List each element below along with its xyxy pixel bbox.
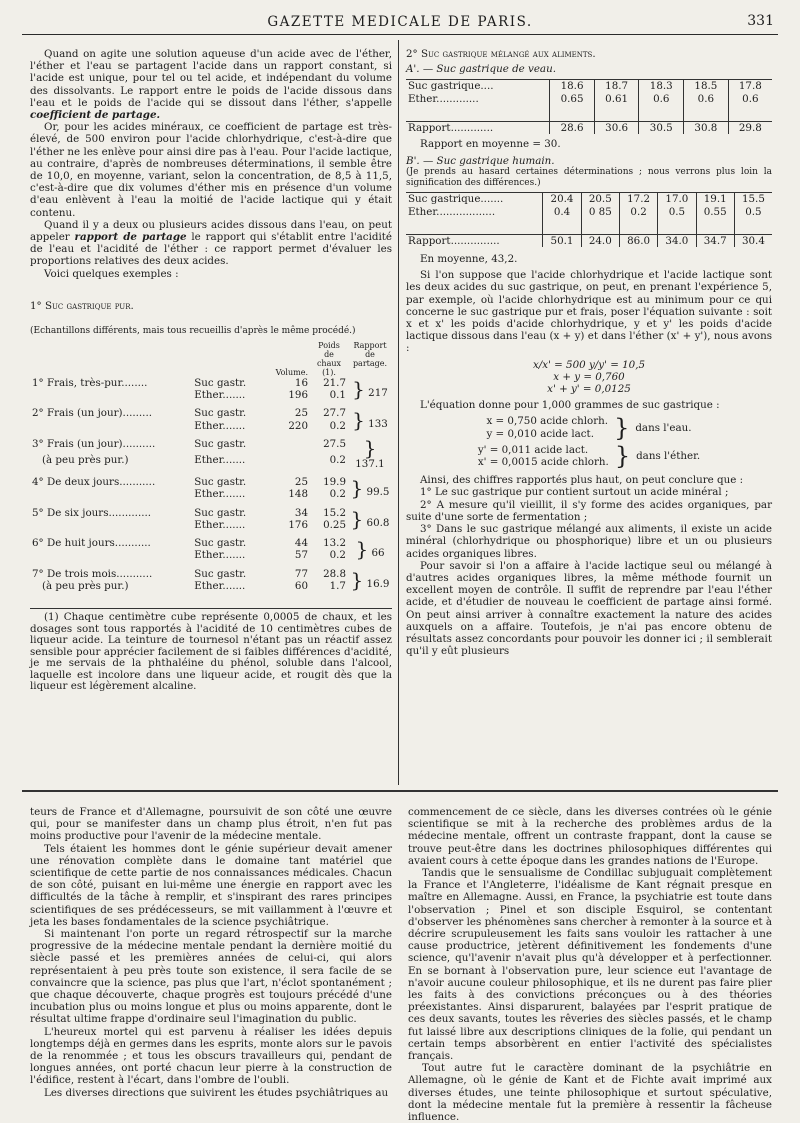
bottom-right-column (408, 806, 772, 1123)
equation-block (406, 359, 772, 396)
row-volume: 220 (288, 419, 308, 432)
table-cell: 24.0 (581, 234, 619, 247)
solution-line: x' = 0,0015 acide chlorh. (477, 456, 609, 469)
paragraph: Voici quelques exemples : (44, 267, 179, 280)
table-cell: 20.5 (581, 193, 619, 206)
paragraph: teurs de France et d'Allemagne, poursuivit de son côté une œuvre qui, pour se manifester dans un champ plus étroit, n'en fut pas moins productive pour l'avenir de la médecine mentale. (30, 806, 392, 843)
table-cell: 34.0 (658, 234, 696, 247)
table-cell: 30.4 (734, 234, 772, 247)
row-poids: 1.7 (329, 579, 346, 592)
row-label: 4° De deux jours........... (32, 476, 156, 489)
table-row (30, 537, 392, 549)
col-volume: Volume. (275, 368, 308, 378)
solution-ether (406, 442, 772, 471)
table-cell: 0.4 (543, 206, 581, 218)
row-poids: 28.8 (323, 567, 346, 580)
table-veau (406, 79, 772, 134)
table-row (30, 454, 392, 470)
row-sample: Ether....... (194, 549, 246, 562)
row-volume: 57 (294, 549, 308, 562)
row-sublabel: (à peu près pur.) (42, 454, 129, 467)
table-cell: 86.0 (619, 234, 657, 247)
table-row (30, 377, 392, 389)
row-volume: 25 (294, 476, 308, 489)
paragraph: Si l'on suppose que l'acide chlorhydrique et l'acide lactique sont les deux acides du suc gastrique, on peut, en prenant l'expérience 5, par exemple, où l'acide chlorhydrique est au minimum pour ce qui concerne le suc gastrique pur et frais, poser l'équation suivante : soit x et x' les poids d'acide chlorhydrique, y et y' les poids d'acide lactique dissous dans l'eau (x + y) et dans l'éther (x' + y'), nous avons : (406, 269, 772, 355)
row-sample: Suc gastr. (194, 407, 247, 420)
row-volume: 25 (294, 407, 308, 420)
row-label: 3° Frais (un jour).......... (32, 437, 156, 450)
row-sample: Suc gastr. (194, 377, 247, 390)
equation: x' + y' = 0,0125 (547, 383, 631, 396)
footnote-rule (30, 608, 392, 609)
row-poids: 21.7 (323, 377, 346, 390)
table-cell: 34.7 (696, 234, 734, 247)
row-sample: Ether....... (194, 389, 246, 402)
solution-line: x = 0,750 acide chlorh. (486, 415, 609, 428)
table-row (30, 549, 392, 561)
row-rapport: } 16.9 (350, 567, 390, 592)
page-number: 331 (747, 13, 774, 29)
row-label: Suc gastrique.... (406, 80, 550, 93)
table-cell: 0.55 (696, 206, 734, 218)
row-poids: 27.5 (323, 437, 346, 450)
footnote: (1) Chaque centimètre cube représente 0,0005 de chaux, et les dosages sont tous rapportés à l'acidité de 10 centimètres cubes de liqueur acide. La teinture de tournesol n'étant pas un réactif assez sensible pour apprécier facilement de si faibles différences d'acidité, je me servais de la phthaléine du phénol, soluble dans l'alcool, laquelle est incolore dans une liqueur acide, et rougit dès que la liqueur est légèrement alcaline. (30, 610, 392, 693)
solution-line: y = 0,010 acide lact. (486, 427, 594, 440)
row-label: Rapport............. (408, 121, 494, 134)
table-row (30, 438, 392, 454)
table-row (30, 507, 392, 519)
equation: x/x' = 500 y/y' = 10,5 (532, 358, 646, 371)
table-row (30, 488, 392, 500)
section-rule (22, 790, 778, 794)
results-table (30, 341, 392, 598)
row-poids: 19.9 (323, 476, 346, 489)
paragraph: L'équation donne pour 1,000 grammes de suc gastrique : (420, 399, 720, 412)
table-row (30, 420, 392, 432)
left-column (30, 48, 392, 693)
table-cell: 30.8 (684, 121, 729, 134)
table-cell: 30.6 (594, 121, 639, 134)
brace-icon: } (614, 442, 631, 471)
row-rapport: } 66 (355, 537, 385, 562)
table-row (30, 568, 392, 580)
row-poids: 27.7 (323, 407, 346, 420)
paragraph: Tandis que le sensualisme de Condillac subjuguait complètement la France et l'Angleterre, l'idéalisme de Kant régnait presque en maître en Allemagne. Aussi, en France, la psychiatrie est toute dans l'observation ; Pinel et son disciple Esquirol, se contentant d'observer les phénomènes sans chercher à remonter à la source et à décrire scrupuleusement les faits sans vouloir les rattacher à une cause productrice, jetèrent définitivement les fondements d'une science, qu'l'avenir n'avait plus qu'à développer et à perfectionner. En se bornant à l'observation pure, leur science eut l'avantage de n'avoir aucune couleur philosophique, et ils ne durent pas faire plier les faits à des convictions préconçues ou à des théories préexistantes. Ainsi disparurent, balayées par l'esprit pratique de ces deux savants, toutes les rêveries des siècles passés, et le champ fut laissé libre aux descriptions cliniques de la folie, qui pendant un certain temps absorbèrent en entier l'activité des spécialistes français. (408, 867, 772, 1063)
conclusion-item: 3° Dans le suc gastrique mélangé aux aliments, il existe un acide minéral (chlorhydrique ou phosphorique) libre et un ou plusieurs acides organiques libres. (406, 523, 772, 560)
subsection-title: B'. — Suc gastrique humain. (406, 155, 555, 168)
solution-line: y' = 0,011 acide lact. (477, 443, 589, 456)
subsection-title: A'. — Suc gastrique de veau. (406, 63, 556, 76)
row-sample: Suc gastr. (194, 537, 247, 550)
average: En moyenne, 43,2. (420, 253, 518, 266)
table-cell: 18.3 (639, 80, 684, 93)
row-sublabel (30, 488, 192, 500)
table-cell: 17.2 (619, 193, 657, 206)
table-cell: 18.6 (550, 80, 595, 93)
table-cell: 0.61 (594, 93, 639, 105)
row-rapport: } 137.1 (355, 435, 385, 471)
row-sample: Ether....... (194, 488, 246, 501)
row-rapport: } 133 (352, 407, 388, 432)
row-volume: 60 (294, 579, 308, 592)
brace-icon: } (614, 413, 630, 442)
average: Rapport en moyenne = 30. (420, 138, 561, 151)
row-sample: Suc gastr. (194, 567, 247, 580)
table-cell: 17.8 (728, 80, 772, 93)
row-volume: 16 (294, 377, 308, 390)
table-cell: 0.5 (658, 206, 696, 218)
row-label: Rapport............... (408, 234, 500, 247)
row-poids: 0.2 (329, 488, 346, 501)
equation: x + y = 0,760 (553, 370, 625, 383)
table-cell: 0.2 (619, 206, 657, 218)
row-sample: Ether....... (194, 518, 246, 531)
table-cell: 15.5 (734, 193, 772, 206)
row-sample: Suc gastr. (194, 506, 247, 519)
page-header (22, 10, 778, 35)
table-cell: 0.65 (550, 93, 595, 105)
paragraph: commencement de ce siècle, dans les diverses contrées où le génie scientifique se mit à la recherche des problèmes ardus de la médecine mentale, offrent un contraste frappant, dont la cause se trouve peut-être dans les doctrines philosophiques différentes qui avaient cours à cette époque dans les grandes nations de l'Europe. (408, 806, 772, 867)
paragraph: Tout autre fut le caractère dominant de la psychiâtrie en Allemagne, où le génie de Kant et de Fichte avait imprimé aux diverses études, une teinte philosophique et surtout spéculative, dont la médecine mentale fut la première à ressentir la fâcheuse influence. (408, 1062, 772, 1123)
table-cell: 20.4 (543, 193, 581, 206)
table-humain (406, 192, 772, 247)
right-column (406, 48, 772, 657)
table-row (30, 407, 392, 419)
table-row (30, 580, 392, 592)
row-rapport: } 60.8 (350, 506, 390, 531)
paragraph: Quand il y a deux ou plusieurs acides dissous dans l'eau, on peut appeler rapport de partage le rapport qui s'établit entre l'acidité de l'eau et l'acidité de l'éther : ce rapport permet d'évaluer les proportions relatives des deux acides. (30, 218, 392, 268)
row-label: 1° Frais, très-pur........ (32, 377, 148, 390)
paragraph: Si maintenant l'on porte un regard rétrospectif sur la marche progressive de la médecine mentale pendant la dernière moitié du siècle passé et les premières années de celui-ci, qui alors représentaient à peu près toute son existence, il sera facile de se convaincre que la science, pas plus que l'art, n'éclot spontanément ; que chaque découverte, chaque progrès est toujours précédé d'une incubation plus ou moins longue et plus ou moins apparente, dont le résultat ultime frappe d'ordinaire seul l'imagination du public. (30, 928, 392, 1026)
row-label: 2° Frais (un jour)......... (32, 407, 153, 420)
bottom-left-column (30, 806, 392, 1099)
table-cell: 0.6 (639, 93, 684, 105)
solution-label: dans l'éther. (636, 449, 701, 462)
paragraph: Tels étaient les hommes dont le génie supérieur devait amener une rénovation complète dans le domaine tant matériel que scientifique de cette partie de nos connaissances médicales. Chacun de son côté, puisant en lui-même une énergie en rapport avec les difficultés de la tâche à remplir, et s'inspirant des rares principes scientifiques de ses prédécesseurs, se mit vaillamment à l'œuvre et jeta les bases fondamentales de la science psychiâtrique. (30, 842, 392, 928)
table-cell: 28.6 (550, 121, 595, 134)
row-volume (264, 438, 310, 454)
table-cell: 0.6 (728, 93, 772, 105)
row-sublabel (30, 420, 192, 432)
row-sublabel (30, 519, 192, 531)
table-cell: 0.6 (684, 93, 729, 105)
table-cell: 29.8 (728, 121, 772, 134)
conclusion-item: 2° A mesure qu'il vieillit, il s'y forme des acides organiques, par suite d'une sorte de fermentation ; (406, 498, 772, 523)
col-poids: Poids de chaux (1). (316, 341, 342, 378)
running-title: GAZETTE MEDICALE DE PARIS. (267, 14, 533, 30)
paragraph: Pour savoir si l'on a affaire à l'acide lactique seul ou mélangé à d'autres acides organiques libres, la même méthode fournit un excellent moyen de contrôle. Il suffit de reprendre par l'eau l'éther acide, et d'étudier de nouveau le coefficient de partage ainsi formé. On peut ainsi arriver à connaître exactement la nature des acides auxquels on a affaire. Toutefois, je n'ai pas encore obtenu de résultats assez concordants pour pouvoir les donner ici ; il semblerait qu'il y eût plusieurs (406, 559, 772, 658)
row-poids: 0.25 (323, 518, 346, 531)
row-volume: 148 (288, 488, 308, 501)
solution-water (406, 413, 772, 442)
paragraph: Quand on agite une solution aqueuse d'un acide avec de l'éther, l'éther et l'eau se partagent l'acide dans un rapport constant, si l'acide est unique, pour tel ou tel acide, et indépendant du volume des dissolvants. Le rapport entre le poids de l'acide dissous dans l'eau et le poids de l'acide qui se dissout dans l'éther, s'appelle coefficient de partage. (30, 48, 392, 122)
paragraph: L'heureux mortel qui est parvenu à réaliser les idées depuis longtemps déjà en germes dans les esprits, monte alors sur le pavois de la renommée ; et tous les obscurs travailleurs qui, pendant de longues années, ont porté chacun leur pierre à la construction de l'édifice, restent à l'écart, dans l'ombre de l'oubli. (30, 1025, 392, 1087)
row-poids: 0.2 (329, 419, 346, 432)
paragraph: Les diverses directions que suivirent les études psychiâtriques au (44, 1086, 389, 1099)
paragraph: Ainsi, des chiffres rapportés plus haut, on peut conclure que : (420, 474, 744, 487)
row-sublabel (30, 389, 192, 401)
table-cell: 17.0 (658, 193, 696, 206)
column-divider (398, 40, 399, 785)
row-poids: 0.1 (329, 389, 346, 402)
row-label: Suc gastrique....... (406, 193, 543, 206)
conclusion-item: 1° Le suc gastrique pur contient surtout un acide minéral ; (420, 486, 729, 499)
row-volume: 34 (294, 506, 308, 519)
row-volume (264, 454, 310, 470)
table-row (30, 389, 392, 401)
row-sample: Suc gastr. (194, 437, 247, 450)
row-rapport: } 217 (352, 377, 388, 402)
table-cell: 30.5 (639, 121, 684, 134)
table-cell: 19.1 (696, 193, 734, 206)
row-label: 5° De six jours............. (32, 506, 152, 519)
row-volume: 44 (294, 537, 308, 550)
table-row (30, 476, 392, 488)
row-label: Ether............. (408, 92, 479, 105)
solution-label: dans l'eau. (635, 421, 692, 434)
row-volume: 77 (294, 567, 308, 580)
table-cell: 50.1 (543, 234, 581, 247)
paragraph: Or, pour les acides minéraux, ce coefficient de partage est très-élevé, de 500 environ pour l'acide chlorhydrique, c'est-à-dire que l'éther ne les enlève pour ainsi dire pas à l'eau. Pour l'acide lactique, au contraire, d'après de nombreuses déterminations, il semble être de 10,0, en moyenne, variant, selon la concentration, de 8,5 à 11,5, c'est-à-dire que dix volumes d'éther mis en présence d'un volume d'eau enlèvent à l'eau la moitié de l'acide lactique qui y était contenu. (30, 121, 392, 219)
col-rapport: Rapport de partage. (352, 341, 388, 369)
table-cell: 0.5 (734, 206, 772, 218)
row-poids: 13.2 (323, 537, 346, 550)
row-sample: Ether....... (194, 579, 246, 592)
section-title: 2° Suc gastrique mélangé aux aliments. (406, 48, 596, 60)
row-poids: 0.2 (329, 454, 346, 467)
table-note: (Je prends au hasard certaines déterminations ; nous verrons plus loin la signification des différences.) (406, 167, 772, 189)
row-rapport: } 99.5 (350, 476, 390, 501)
row-label: 7° De trois mois........... (32, 567, 153, 580)
table-cell: 0 85 (581, 206, 619, 218)
row-sublabel (30, 549, 192, 561)
table-cell: 18.7 (594, 80, 639, 93)
section-note: (Echantillons différents, mais tous recueillis d'après le même procédé.) (30, 326, 356, 337)
row-poids: 0.2 (329, 549, 346, 562)
row-volume: 196 (288, 389, 308, 402)
row-label: 6° De huit jours........... (32, 537, 151, 550)
row-volume: 176 (288, 518, 308, 531)
section-title: 1° Suc gastrique pur. (30, 299, 134, 312)
row-sample: Ether....... (194, 454, 246, 467)
table-cell: 18.5 (684, 80, 729, 93)
row-sample: Ether....... (194, 419, 246, 432)
row-sublabel: (à peu près pur.) (42, 579, 129, 592)
row-sample: Suc gastr. (194, 476, 247, 489)
row-label: Ether.................. (408, 205, 496, 218)
row-poids: 15.2 (323, 506, 346, 519)
table-row (30, 519, 392, 531)
